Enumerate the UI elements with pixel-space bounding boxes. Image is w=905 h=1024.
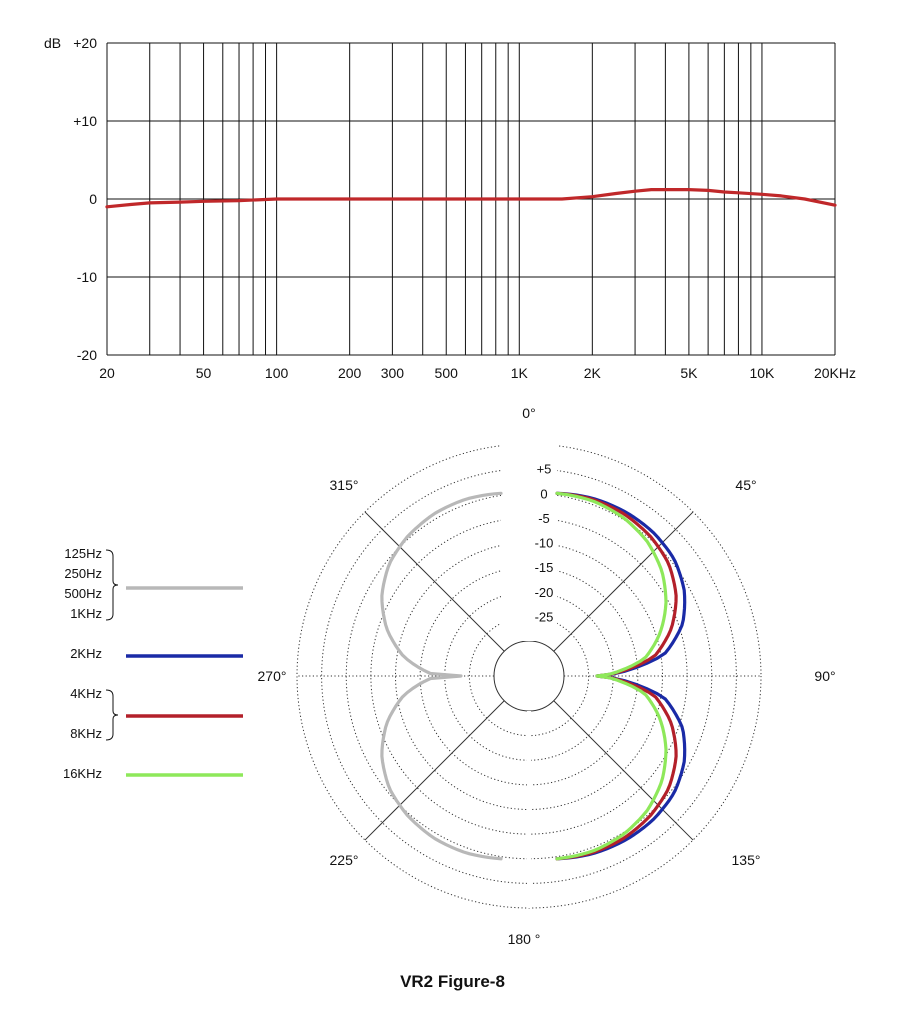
legend-label: 250Hz bbox=[64, 566, 102, 581]
radial-tick-label: -5 bbox=[538, 510, 550, 526]
angle-label: 270° bbox=[257, 668, 287, 684]
x-tick-label: 50 bbox=[195, 365, 212, 381]
angle-label: 45° bbox=[735, 477, 757, 493]
legend-brace bbox=[106, 690, 118, 740]
y-unit-label: dB bbox=[44, 35, 62, 51]
legend-label: 16KHz bbox=[62, 766, 102, 781]
x-tick-label: 10K bbox=[749, 365, 775, 381]
y-tick-label: -20 bbox=[76, 347, 97, 363]
legend-label: 2KHz bbox=[70, 646, 102, 661]
legend bbox=[63, 546, 243, 781]
x-tick-label: 2K bbox=[583, 365, 601, 381]
x-tick-label: 20KHz bbox=[813, 365, 857, 381]
legend-brace bbox=[106, 550, 118, 620]
frequency-response-chart bbox=[0, 0, 905, 400]
legend-label: 8KHz bbox=[70, 726, 102, 741]
polar-center-circle bbox=[494, 641, 564, 711]
angle-label: 90° bbox=[814, 668, 836, 684]
angle-label: 135° bbox=[731, 852, 761, 868]
legend-label: 125Hz bbox=[64, 546, 102, 561]
x-tick-label: 5K bbox=[680, 365, 698, 381]
x-tick-label: 300 bbox=[380, 365, 405, 381]
legend-label: 1KHz bbox=[70, 606, 102, 621]
radial-tick-label: -20 bbox=[534, 584, 554, 600]
y-tick-label: 0 bbox=[89, 191, 97, 207]
radial-tick-label: -15 bbox=[534, 560, 554, 576]
legend-label: 4KHz bbox=[70, 686, 102, 701]
angle-label: 225° bbox=[329, 852, 359, 868]
figure-caption: VR2 Figure-8 bbox=[400, 972, 505, 991]
angle-label: 315° bbox=[329, 477, 359, 493]
y-tick-label: -10 bbox=[76, 269, 97, 285]
legend-label: 500Hz bbox=[64, 586, 102, 601]
axis-gap bbox=[527, 711, 531, 908]
radial-tick-label: +5 bbox=[536, 461, 552, 477]
y-tick-label: +10 bbox=[73, 113, 97, 129]
angle-label: 0° bbox=[522, 405, 536, 421]
y-tick-label: +20 bbox=[73, 35, 97, 51]
radial-tick-label: -10 bbox=[534, 535, 554, 551]
polar-pattern-chart bbox=[0, 400, 905, 980]
angle-label: 180 ° bbox=[507, 931, 541, 947]
radial-tick-label: -25 bbox=[534, 609, 554, 625]
x-tick-label: 500 bbox=[434, 365, 458, 381]
x-tick-label: 1K bbox=[510, 365, 528, 381]
x-tick-label: 100 bbox=[264, 365, 289, 381]
radial-tick-label: 0 bbox=[540, 486, 548, 502]
response-curve bbox=[107, 190, 835, 207]
x-tick-label: 20 bbox=[99, 365, 115, 381]
x-tick-label: 200 bbox=[337, 365, 362, 381]
